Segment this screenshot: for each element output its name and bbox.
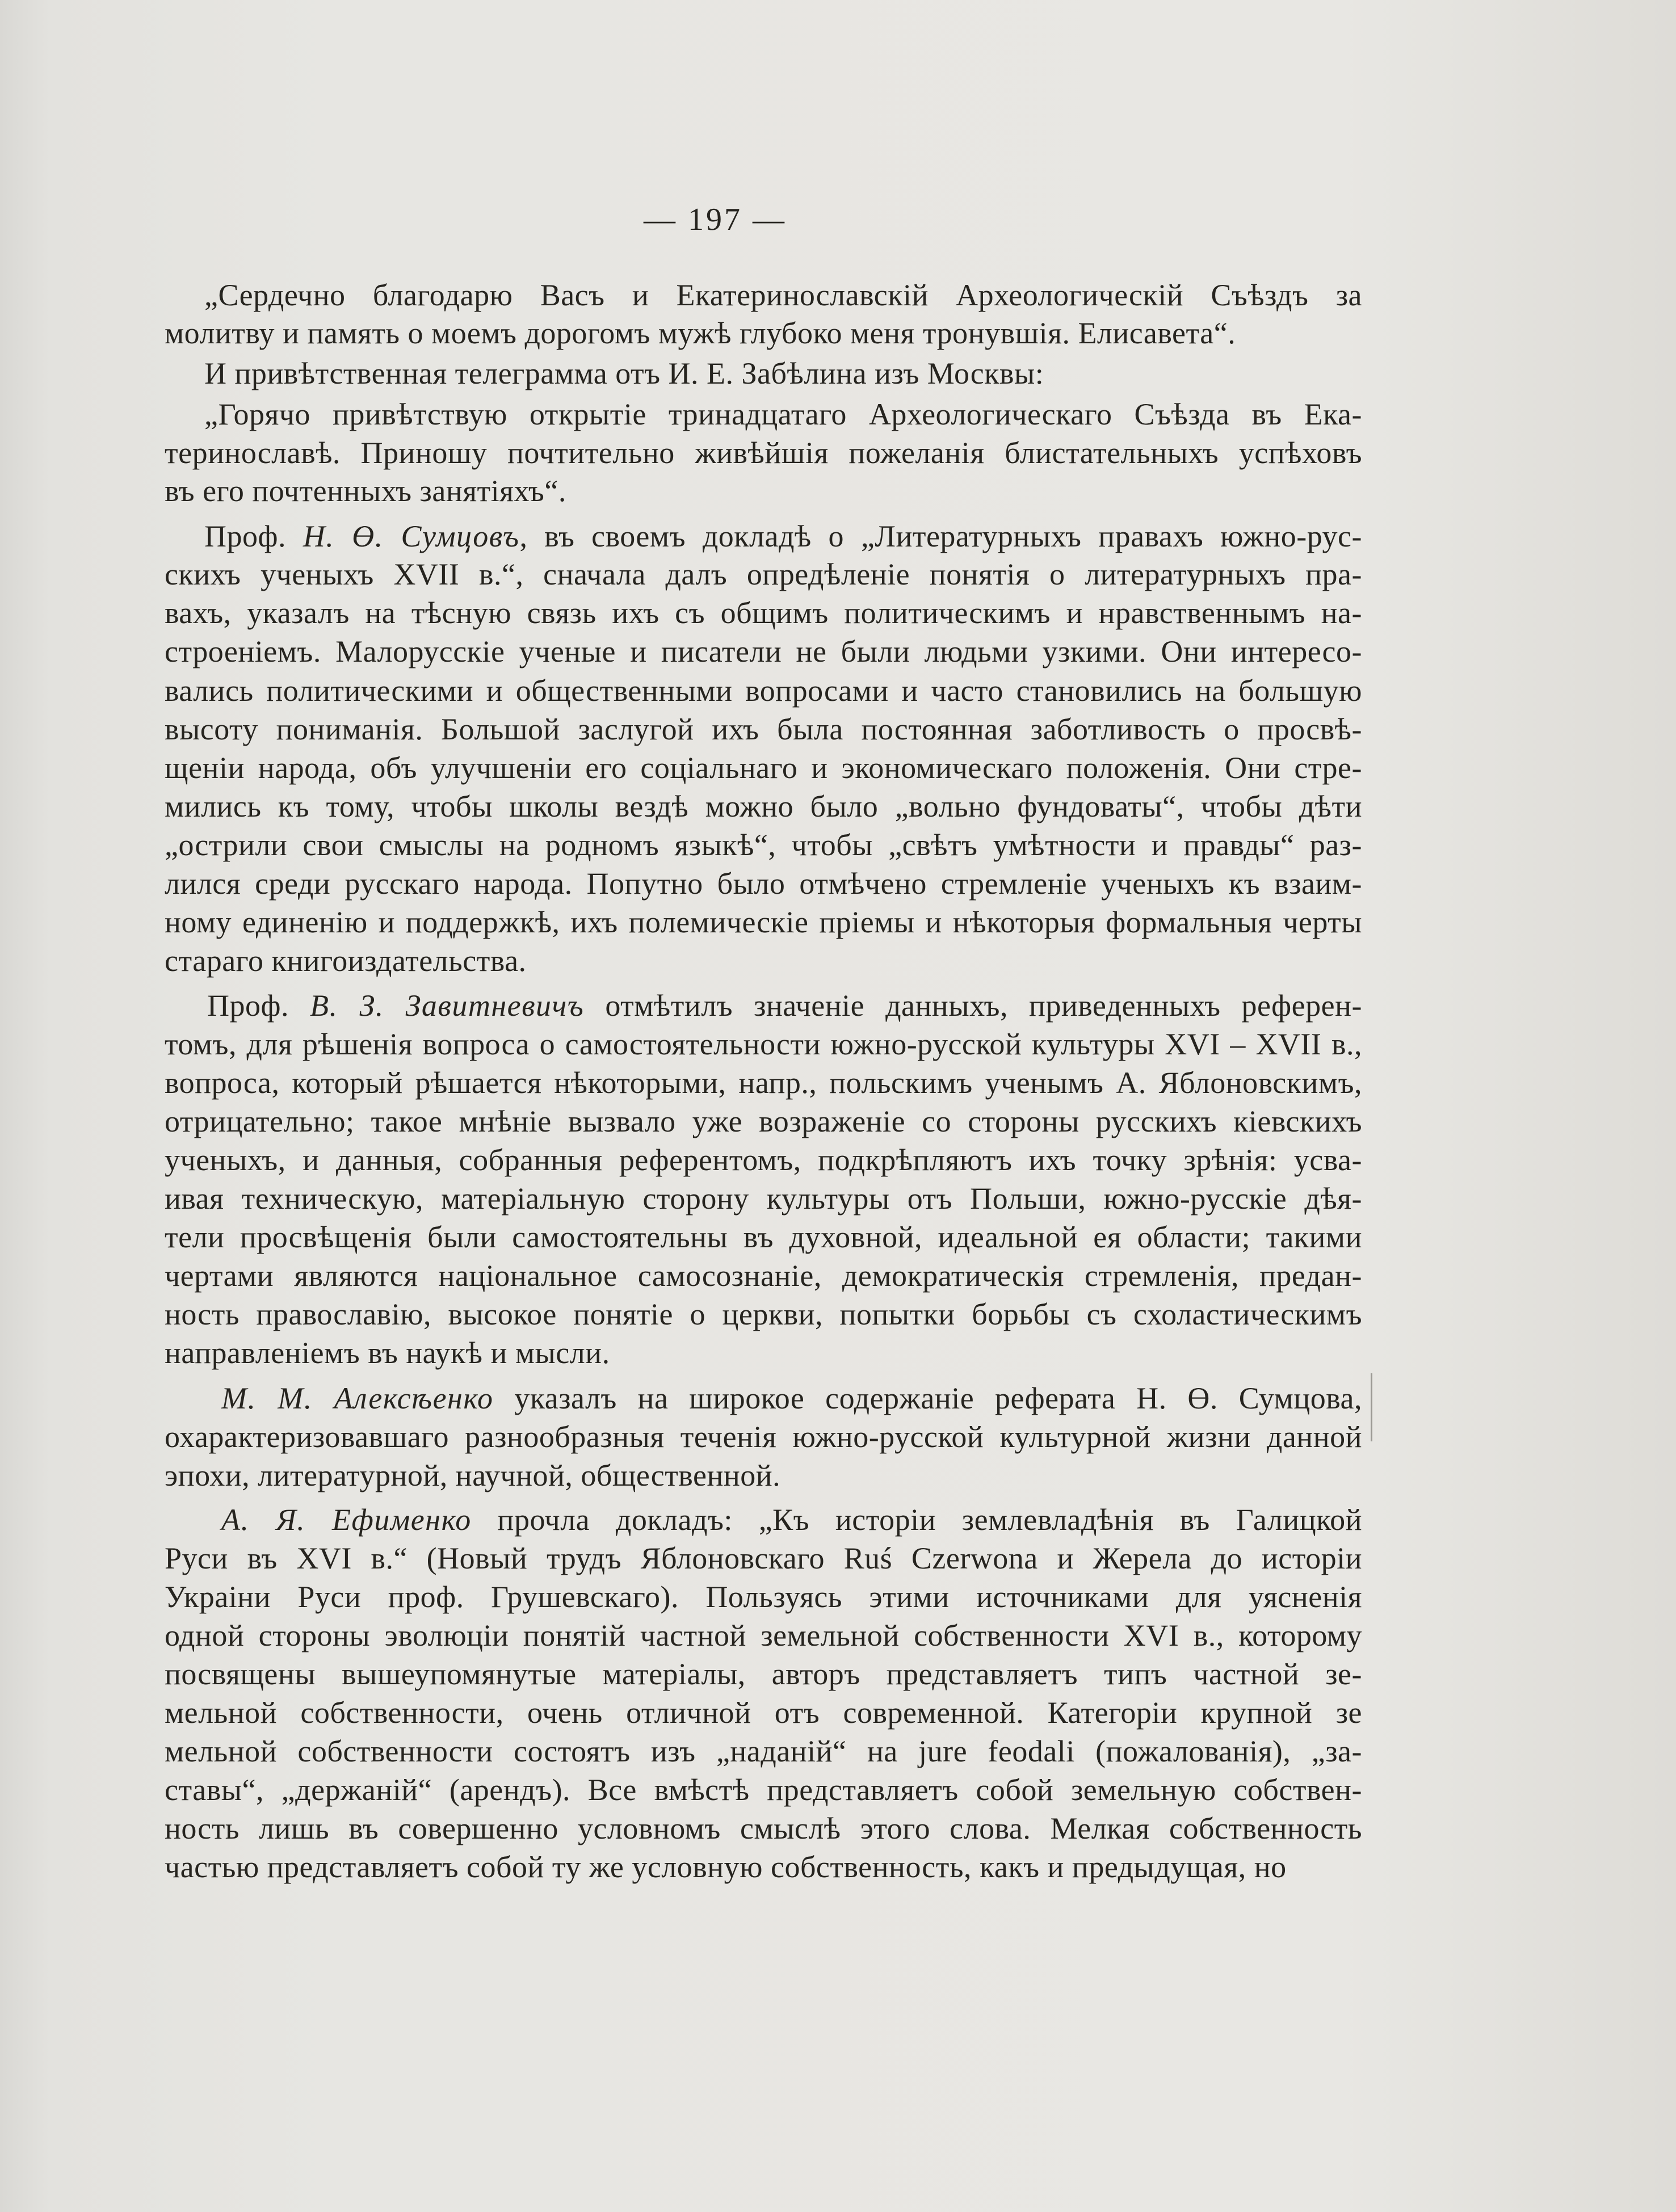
text-line <box>165 1770 1362 1810</box>
text-run: ставы“, „держаній“ (арендъ). Все вмѣстѣ представляетъ собой земельную собствен- <box>165 1773 1362 1807</box>
text-line <box>165 1847 1287 1887</box>
text-line <box>204 516 1362 556</box>
text-line <box>165 593 1362 633</box>
text-run: направленіемъ въ наукѣ и мысли. <box>165 1336 610 1370</box>
text-run: отрицательно; такое мнѣніе вызвало уже возраженіе со стороны русскихъ кіевскихъ <box>165 1104 1362 1138</box>
text-run: стараго книгоиздательства. <box>165 944 527 978</box>
text-run: ученыхъ, и данныя, собранныя референтомъ, подкрѣпляютъ ихъ точку зрѣнія: усва- <box>165 1143 1362 1177</box>
text-run: мельной собственности состоятъ изъ „наданій“ на jure feodali (пожалованія), „за- <box>165 1734 1362 1768</box>
text-run: Проф. <box>207 989 310 1023</box>
italic-name: А. Я. Ефименко <box>221 1503 472 1537</box>
text-run: лился среди русскаго народа. Попутно было отмѣчено стремленіе ученыхъ къ взаим- <box>165 867 1362 901</box>
text-line <box>165 748 1362 788</box>
margin-mark <box>1371 1373 1372 1441</box>
text-run: , въ своемъ докладѣ о „Литературныхъ правахъ южно-рус- <box>519 519 1362 553</box>
text-run: одной стороны эволюціи понятій частной земельной собственности XVI в., которому <box>165 1618 1362 1652</box>
text-line <box>165 1456 780 1495</box>
text-line <box>207 986 1362 1025</box>
text-line <box>165 864 1362 903</box>
text-run: посвящены вышеупомянутые матеріалы, авторъ представляетъ типъ частной зе- <box>165 1657 1362 1691</box>
text-line <box>165 1333 610 1373</box>
text-line <box>165 1417 1362 1457</box>
italic-name: Н. Ө. Сумцовъ <box>303 519 520 553</box>
text-run: щеніи народа, объ улучшеніи его соціальнаго и экономическаго положенія. Они стре- <box>165 751 1362 785</box>
italic-name: В. З. Завитневичъ <box>309 989 585 1023</box>
text-line <box>165 1693 1362 1732</box>
text-line <box>165 1217 1362 1257</box>
text-line <box>165 1616 1362 1655</box>
text-run: эпохи, литературной, научной, общественной. <box>165 1458 781 1492</box>
italic-name: М. М. Алексѣенко <box>221 1381 494 1415</box>
text-line <box>165 1024 1362 1064</box>
text-run: прочла докладъ: „Къ исторіи землевладѣнія въ Галицкой <box>471 1503 1362 1537</box>
text-run: отмѣтилъ значеніе данныхъ, приведенныхъ референ- <box>584 989 1362 1023</box>
text-run: Украіни Руси проф. Грушевскаго). Пользуясь этими источниками для уясненія <box>165 1580 1362 1614</box>
text-line <box>165 1538 1362 1578</box>
text-run: вахъ, указалъ на тѣсную связь ихъ съ общимъ политическимъ и нравственнымъ на- <box>165 596 1362 630</box>
text-run: И привѣтственная телеграмма отъ И. Е. Забѣлина изъ Москвы: <box>204 356 1044 390</box>
text-run: „Горячо привѣтствую открытіе тринадцатаго Археологическаго Съѣзда въ Ека- <box>204 397 1362 431</box>
text-run: ивая техническую, матеріальную сторону культуры отъ Польши, южно-русскіе дѣя- <box>165 1181 1362 1216</box>
text-line <box>165 671 1362 710</box>
text-run: Руси въ XVI в.“ (Новый трудъ Яблоновскаго Ruś Czerwona и Жерела до исторіи <box>165 1541 1362 1575</box>
text-line <box>204 394 1362 434</box>
text-line <box>165 632 1362 671</box>
text-line <box>204 354 1044 393</box>
text-line <box>165 554 1362 594</box>
text-line <box>165 1731 1362 1771</box>
text-run: томъ, для рѣшенія вопроса о самостоятельности южно-русской культуры XVI – XVII в., <box>165 1027 1362 1061</box>
text-line <box>165 787 1362 826</box>
text-run: въ его почтенныхъ занятіяхъ“. <box>165 474 566 508</box>
text-line <box>165 1179 1362 1218</box>
text-run: мельной собственности, очень отличной отъ современной. Категоріи крупной зе <box>165 1696 1362 1730</box>
text-run: ность лишь въ совершенно условномъ смыслѣ этого слова. Мелкая собственность <box>165 1811 1362 1845</box>
text-line <box>165 902 1362 942</box>
text-run: теринославѣ. Приношу почтительно живѣйшія пожеланія блистательныхъ успѣховъ <box>165 436 1362 470</box>
text-line <box>165 313 1236 353</box>
text-run: высоту пониманія. Большой заслугой ихъ была постоянная заботливость о просвѣ- <box>165 712 1362 746</box>
text-line <box>165 1101 1362 1141</box>
text-run: Проф. <box>204 519 303 553</box>
text-run: скихъ ученыхъ XVII в.“, сначала далъ опредѣленіе понятія о литературныхъ пра- <box>165 557 1362 591</box>
text-run: мились къ тому, чтобы школы вездѣ можно было „вольно фундоваты“, чтобы дѣти <box>165 789 1362 823</box>
text-line <box>221 1378 1362 1418</box>
text-line <box>165 1140 1362 1180</box>
text-line <box>165 825 1362 865</box>
text-line <box>165 709 1362 749</box>
text-run: указалъ на широкое содержаніе реферата Н. Ө. Сумцова, <box>493 1381 1362 1415</box>
text-run: тели просвѣщенія были самостоятельны въ духовной, идеальной ея области; такими <box>165 1220 1362 1254</box>
text-run: чертами являются національное самосознаніе, демократическія стремленія, предан- <box>165 1259 1362 1293</box>
text-run: „острили свои смыслы на родномъ языкѣ“, чтобы „свѣтъ умѣтности и правды“ раз- <box>165 828 1362 862</box>
text-line <box>165 1654 1362 1694</box>
text-line <box>204 275 1362 315</box>
text-line <box>165 1294 1362 1334</box>
text-line <box>165 1256 1362 1296</box>
text-run: вались политическими и общественными вопросами и часто становились на большую <box>165 674 1362 708</box>
text-line <box>165 433 1362 473</box>
page-number: — 197 — <box>644 202 787 237</box>
text-run: молитву и память о моемъ дорогомъ мужѣ глубоко меня тронувшія. Елисавета“. <box>165 316 1236 350</box>
text-run: „Сердечно благодарю Васъ и Екатеринославскій Археологическій Съѣздъ за <box>204 278 1362 312</box>
text-line <box>165 471 566 511</box>
text-line <box>165 1063 1362 1103</box>
text-run: ность православію, высокое понятіе о церкви, попытки борьбы съ схоластическимъ <box>165 1297 1362 1331</box>
text-run: строеніемъ. Малорусскіе ученые и писатели не были людьми узкими. Они интересо- <box>165 634 1362 668</box>
text-run: ному единенію и поддержкѣ, ихъ полемическіе пріемы и нѣкоторыя формальныя черты <box>165 905 1362 939</box>
text-run: охарактеризовавшаго разнообразныя теченія южно-русской культурной жизни данной <box>165 1420 1362 1454</box>
text-line <box>165 941 527 981</box>
text-line <box>165 1809 1362 1848</box>
text-line <box>165 1577 1362 1617</box>
text-run: частью представляетъ собой ту же условную собственность, какъ и предыдущая, но <box>165 1850 1287 1884</box>
text-line <box>221 1500 1362 1540</box>
text-run: вопроса, который рѣшается нѣкоторыми, напр., польскимъ ученымъ А. Яблоновскимъ, <box>165 1066 1362 1100</box>
